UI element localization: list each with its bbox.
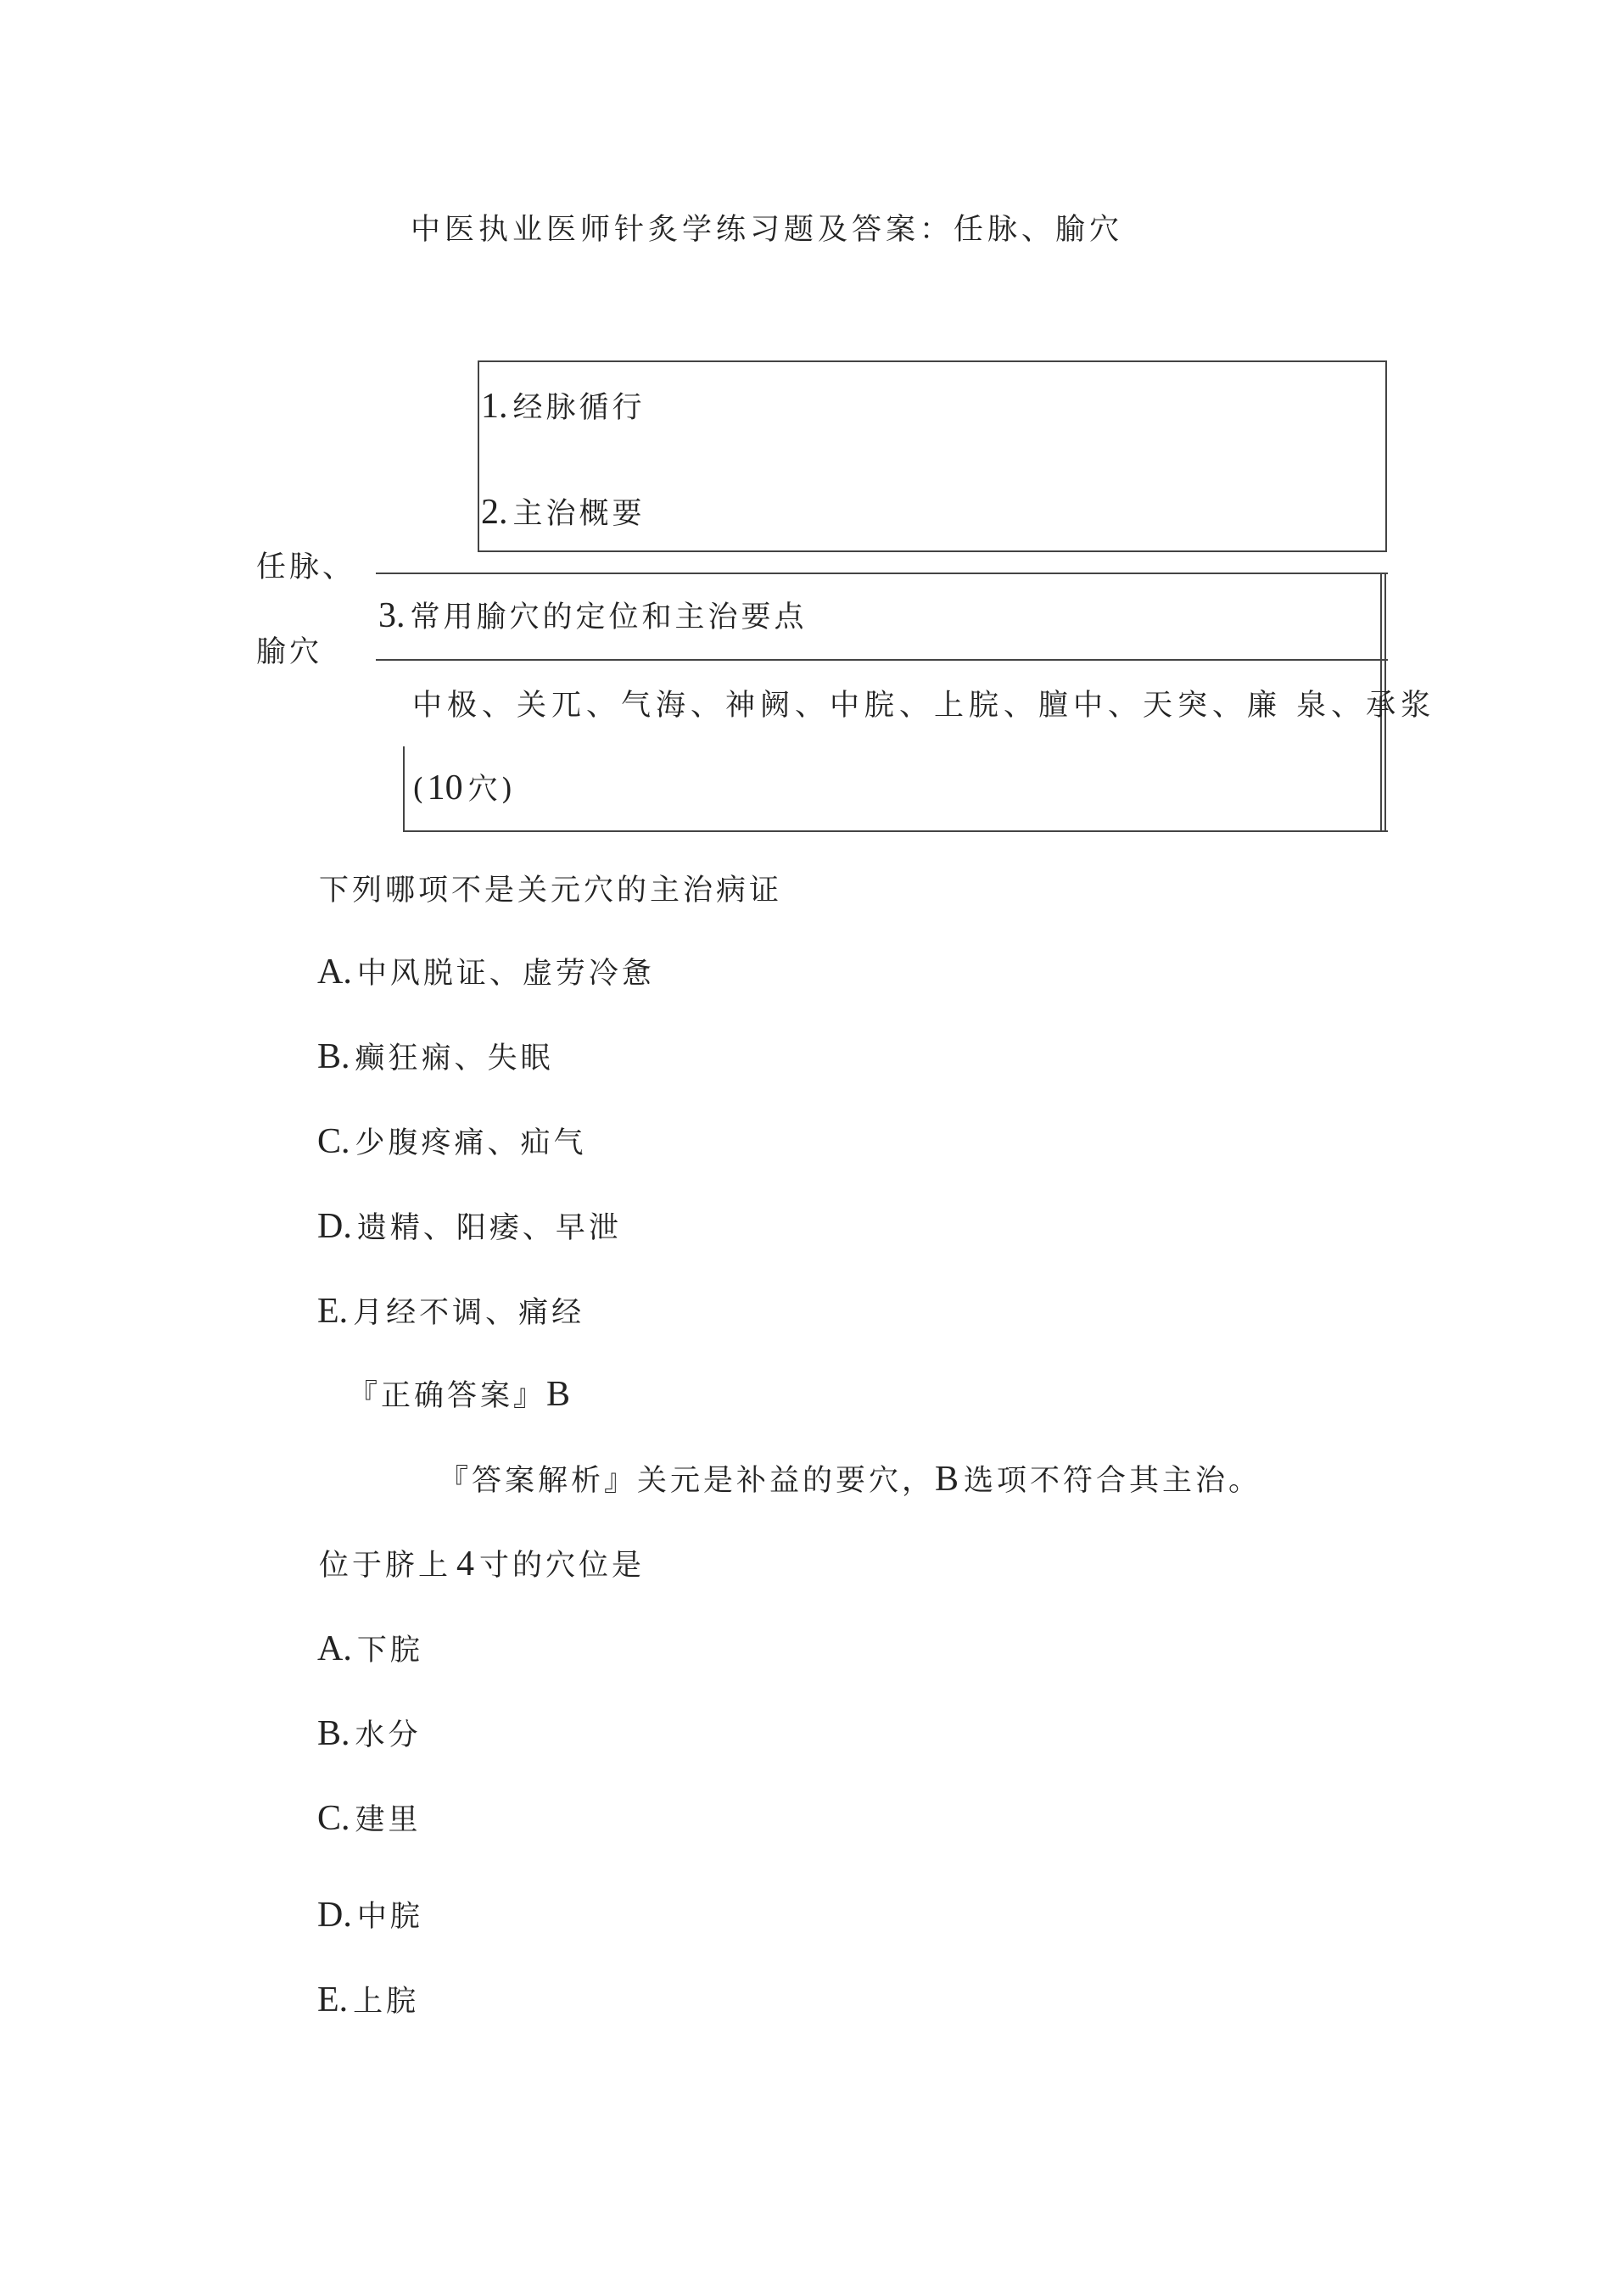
- outline-count-open: (: [412, 773, 428, 807]
- outline-rule-bottom: [403, 830, 1388, 832]
- answer-value: B: [546, 1375, 571, 1414]
- question-1-stem: 下列哪项不是关元穴的主治病证: [319, 874, 783, 908]
- option-letter: C.: [317, 1122, 350, 1161]
- question-2-option-a: [317, 1631, 423, 1667]
- question-1-option-e: [317, 1293, 584, 1329]
- outline-rule-left: [403, 746, 405, 832]
- outline-item-2: [481, 494, 646, 530]
- outline-item-2-number: 2.: [481, 493, 508, 532]
- outline-item-3: [378, 598, 808, 634]
- option-letter: A.: [317, 952, 352, 992]
- question-2-option-e: [317, 1982, 419, 2018]
- outline-item-1: [481, 388, 646, 424]
- stem-before: 位于脐上: [319, 1549, 452, 1583]
- question-2-option-b: [317, 1716, 422, 1751]
- option-letter: E.: [317, 1980, 349, 2019]
- question-2-option-d: [317, 1897, 423, 1933]
- option-text: 建里: [355, 1803, 422, 1837]
- outline-item-1-label: 经脉循行: [512, 391, 646, 425]
- option-text: 中风脱证、虚劳冷惫: [356, 957, 655, 991]
- option-letter: D.: [317, 1207, 352, 1246]
- stem-number: 4: [456, 1545, 475, 1584]
- question-2-stem: [319, 1546, 645, 1582]
- outline-item-1-number: 1.: [481, 387, 508, 426]
- question-1-option-d: [317, 1209, 622, 1244]
- analysis-label: 『答案解析』关元是补益的要穴，: [439, 1464, 936, 1498]
- analysis-rest: 选项不符合其主治。: [964, 1464, 1262, 1498]
- answer-label: 『正确答案』: [348, 1379, 547, 1413]
- option-letter: B.: [317, 1714, 350, 1753]
- option-letter: B.: [317, 1037, 350, 1076]
- outline-rule-top: [376, 573, 1388, 574]
- analysis-letter: B: [935, 1460, 959, 1499]
- outline-points-count: [412, 770, 516, 806]
- question-1-option-b: [317, 1039, 554, 1075]
- option-text: 月经不调、痛经: [353, 1296, 585, 1330]
- option-text: 遗精、阳痿、早泄: [356, 1211, 622, 1245]
- question-1-analysis: [439, 1461, 1261, 1497]
- option-letter: A.: [317, 1629, 352, 1668]
- option-text: 癫狂痫、失眠: [355, 1042, 554, 1075]
- outline-count-number: 10: [427, 768, 463, 807]
- option-letter: E.: [317, 1292, 349, 1331]
- option-text: 上脘: [353, 1985, 420, 2019]
- outline-item-3-number: 3.: [378, 596, 406, 635]
- outline-count-rest: 穴): [467, 773, 517, 807]
- outline-rule-mid: [376, 659, 1388, 661]
- question-2-option-c: [317, 1801, 422, 1836]
- option-text: 下脘: [356, 1634, 423, 1668]
- outline-side-label-line1: 任脉、: [256, 550, 356, 584]
- option-text: 水分: [355, 1718, 422, 1752]
- option-text: 中脘: [356, 1900, 423, 1934]
- option-text: 少腹疼痛、疝气: [355, 1126, 587, 1160]
- outline-points-list: 中极、关兀、气海、神阙、中脘、上脘、膻中、天突、廉 泉、承浆: [412, 689, 1436, 723]
- question-1-answer: [348, 1377, 575, 1412]
- outline-item-3-label: 常用腧穴的定位和主治要点: [410, 601, 808, 634]
- outline-side-label-line2: 腧穴: [256, 635, 323, 669]
- option-letter: D.: [317, 1896, 352, 1935]
- outline-item-2-label: 主治概要: [512, 497, 646, 531]
- option-letter: C.: [317, 1799, 350, 1838]
- page-title: 中医执业医师针炙学练习题及答案：任脉、腧穴: [411, 213, 1124, 247]
- question-1-option-a: [317, 954, 655, 990]
- stem-after: 寸的穴位是: [479, 1549, 646, 1583]
- question-1-option-c: [317, 1124, 587, 1159]
